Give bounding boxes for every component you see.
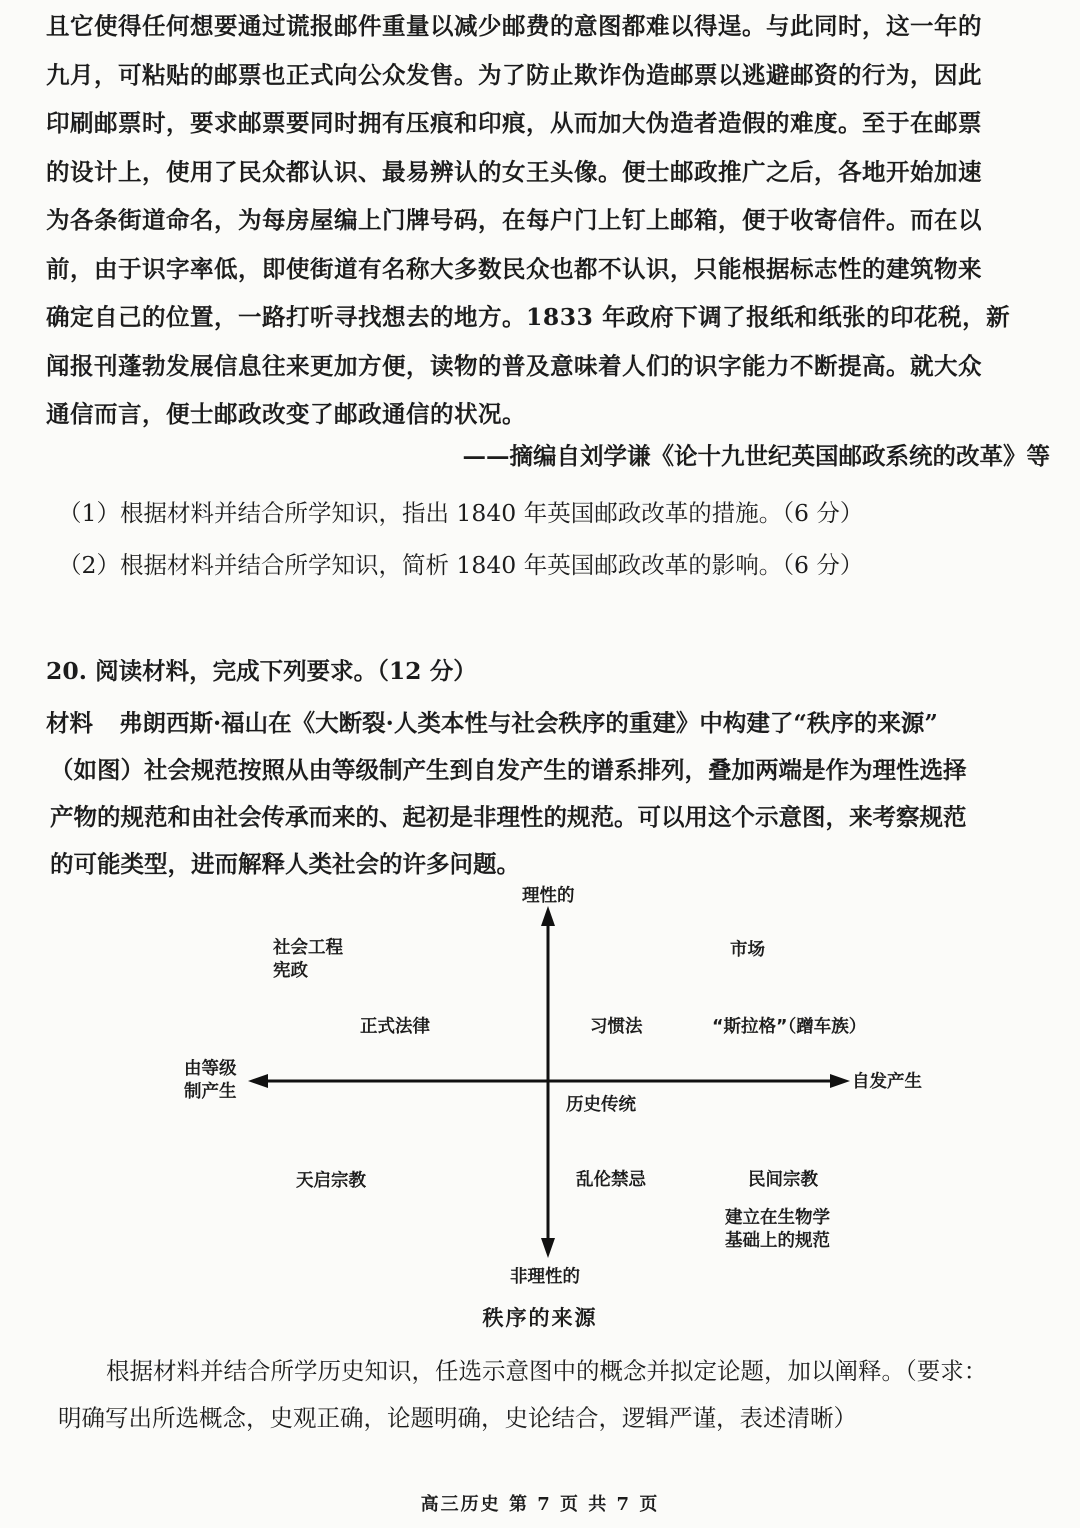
concept-formal-law: 正式法律 xyxy=(360,1017,430,1037)
concept-customary-law: 习惯法 xyxy=(590,1017,643,1037)
passage-line: 通信而言，便士邮政改变了邮政通信的状况。 xyxy=(46,400,526,428)
material-line: 材料 弗朗西斯·福山在《大断裂·人类本性与社会秩序的重建》中构建了“秩序的来源” xyxy=(46,709,938,737)
concept-biological-norms-2: 基础上的规范 xyxy=(725,1231,830,1251)
question-20-task xyxy=(58,1348,1058,1442)
material-line: 的可能类型，进而解释人类社会的许多问题。 xyxy=(50,850,520,878)
passage-source: ——摘编自刘学谦《论十九世纪英国邮政系统的改革》等 xyxy=(462,442,1050,470)
material-line: 产物的规范和由社会传承而来的、起初是非理性的规范。可以用这个示意图，来考察规范 xyxy=(50,803,967,831)
question-20-material xyxy=(46,700,1050,888)
question-20-title: 20. 阅读材料，完成下列要求。（12 分） xyxy=(46,657,477,685)
passage-line: 九月，可粘贴的邮票也正式向公众发售。为了防止欺诈伪造邮票以逃避邮资的行为，因此 xyxy=(46,60,982,89)
passage-line: 闻报刊蓬勃发展信息往来更加方便，读物的普及意味着人们的识字能力不断提高。就大众 xyxy=(46,351,982,380)
axis-label-irrational: 非理性的 xyxy=(510,1267,580,1287)
concept-constitution: 宪政 xyxy=(273,961,308,981)
passage-line: 前，由于识字率低，即使街道有名称大多数民众也都不认识，只能根据标志性的建筑物来 xyxy=(46,254,982,283)
material-tag: 材料 xyxy=(46,709,93,737)
concept-historical-tradition: 历史传统 xyxy=(566,1095,636,1115)
order-sources-diagram xyxy=(0,880,1080,1340)
arrow-down-icon xyxy=(541,1238,555,1258)
passage-line: 且它使得任何想要通过谎报邮件重量以减少邮费的意图都难以得逞。与此同时，这一年的 xyxy=(46,12,982,40)
task-line: 明确写出所选概念，史观正确，论题明确，史论结合，逻辑严谨，表述清晰） xyxy=(58,1404,857,1432)
question-19-part-1: （1）根据材料并结合所学知识，指出 1840 年英国邮政改革的措施。（6 分） xyxy=(58,499,864,527)
task-line: 根据材料并结合所学历史知识，任选示意图中的概念并拟定论题，加以阐释。（要求： xyxy=(106,1357,988,1385)
passage-text xyxy=(46,2,1050,439)
diagram-caption: 秩序的来源 xyxy=(482,1305,598,1330)
axis-label-spontaneous: 自发产生 xyxy=(852,1072,922,1092)
concept-revealed-religion: 天启宗教 xyxy=(296,1171,366,1191)
passage-line: 印刷邮票时，要求邮票要同时拥有压痕和印痕，从而加大伪造者造假的难度。至于在邮票 xyxy=(46,109,982,137)
concept-folk-religion: 民间宗教 xyxy=(748,1170,818,1190)
question-19-part-2: （2）根据材料并结合所学知识，简析 1840 年英国邮政改革的影响。（6 分） xyxy=(58,551,864,579)
arrow-up-icon xyxy=(541,906,555,926)
passage-line: 的设计上，使用了民众都认识、最易辨认的女王头像。便士邮政推广之后，各地开始加速 xyxy=(46,157,982,186)
axis-label-rational: 理性的 xyxy=(522,886,575,906)
axis-label-hierarchical-2: 制产生 xyxy=(184,1082,237,1102)
material-line: （如图）社会规范按照从由等级制产生到自发产生的谱系排列，叠加两端是作为理性选择 xyxy=(50,756,967,784)
arrow-left-icon xyxy=(248,1074,268,1088)
concept-social-engineering: 社会工程 xyxy=(273,938,343,958)
arrow-right-icon xyxy=(830,1074,850,1088)
concept-free-rider: “斯拉格”（蹭车族） xyxy=(712,1017,867,1037)
axis-label-hierarchical-1: 由等级 xyxy=(184,1059,237,1079)
page-footer: 高三历史 第 7 页 共 7 页 xyxy=(420,1494,660,1515)
concept-incest-taboo: 乱伦禁忌 xyxy=(576,1170,646,1190)
concept-market: 市场 xyxy=(730,940,765,960)
passage-line: 为各条街道命名，为每房屋编上门牌号码，在每户门上钉上邮箱，便于收寄信件。而在以 xyxy=(46,206,982,234)
passage-line: 确定自己的位置，一路打听寻找想去的地方。1833 年政府下调了报纸和纸张的印花税，新 xyxy=(46,303,1011,331)
concept-biological-norms-1: 建立在生物学 xyxy=(725,1208,830,1228)
